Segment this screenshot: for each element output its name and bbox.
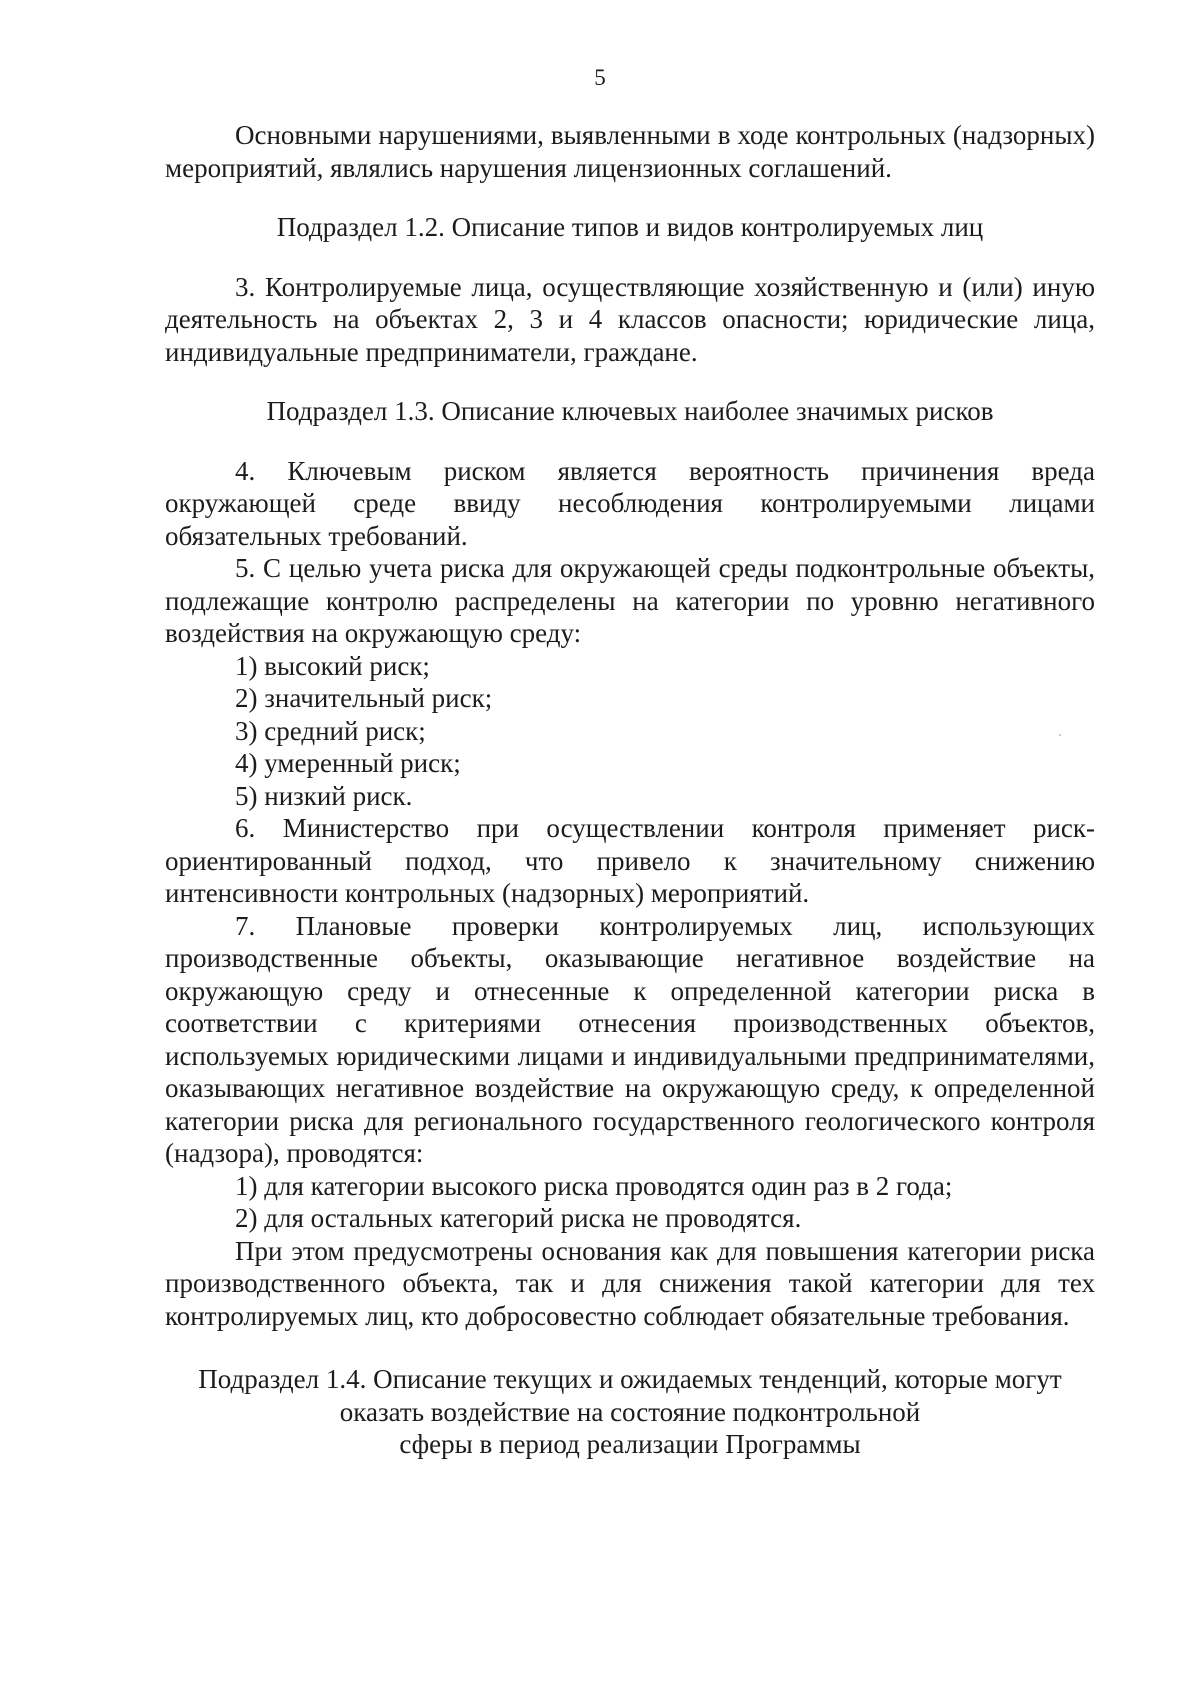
paragraph-7: 7. Плановые проверки контролируемых лиц, использующих производственные объекты, оказывающие негативное воздействие на окружающую среду и отнесенные к определенной категории риска в соответствии с критериями отнесения производственных объектов, используемых юридическими лицами и индивидуальными предпринимателями, оказывающих негативное воздействие на окружающую среду, к определенной категории риска для регионального государственного геологического контроля (надзора), проводятся: <box>165 910 1095 1168</box>
heading-subsection-1-2: Подраздел 1.2. Описание типов и видов контролируемых лиц <box>276 212 984 242</box>
paragraph-8: При этом предусмотрены основания как для повышения категории риска производственного объекта, так и для снижения такой категории для тех контролируемых лиц, кто добросовестно соблюдает обязательные требования. <box>165 1235 1095 1331</box>
heading-line: Подраздел 1.4. Описание текущих и ожидаемых тенденций, которые могут <box>198 1364 1062 1394</box>
document-body <box>165 119 1095 1461</box>
scan-speck <box>1059 734 1061 736</box>
heading-subsection-1-4 <box>165 1363 1095 1461</box>
risk-category-item: 3) средний риск; <box>235 715 426 746</box>
heading-line: оказать воздействие на состояние подконтрольной <box>339 1396 921 1427</box>
inspection-item: 1) для категории высокого риска проводятся один раз в 2 года; <box>235 1170 953 1201</box>
risk-category-item: 2) значительный риск; <box>235 683 493 713</box>
paragraph-intro: Основными нарушениями, выявленными в ходе контрольных (надзорных) мероприятий, являлись нарушения лицензионных соглашений. <box>165 120 1095 183</box>
inspection-item: 2) для остальных категорий риска не проводятся. <box>235 1203 802 1233</box>
risk-category-item: 5) низкий риск. <box>235 780 413 811</box>
page-number: 5 <box>594 65 606 90</box>
risk-category-item: 1) высокий риск; <box>235 650 430 681</box>
paragraph-3: 3. Контролируемые лица, осуществляющие хозяйственную и (или) иную деятельность на объектах 2, 3 и 4 классов опасности; юридические лица, индивидуальные предприниматели, граждане. <box>165 271 1095 367</box>
paragraph-4: 4. Ключевым риском является вероятность причинения вреда окружающей среде ввиду несоблюдения контролируемыми лицами обязательных требований. <box>165 455 1095 551</box>
risk-category-item: 4) умеренный риск; <box>235 748 461 778</box>
heading-subsection-1-3: Подраздел 1.3. Описание ключевых наиболее значимых рисков <box>266 396 994 426</box>
paragraph-5: 5. С целью учета риска для окружающей среды подконтрольные объекты, подлежащие контролю распределены на категории по уровню негативного воздействия на окружающую среду: <box>165 553 1095 648</box>
paragraph-6: 6. Министерство при осуществлении контроля применяет риск-ориентированный подход, что привело к значительному снижению интенсивности контрольных (надзорных) мероприятий. <box>165 813 1095 908</box>
heading-line: сферы в период реализации Программы <box>399 1429 861 1459</box>
